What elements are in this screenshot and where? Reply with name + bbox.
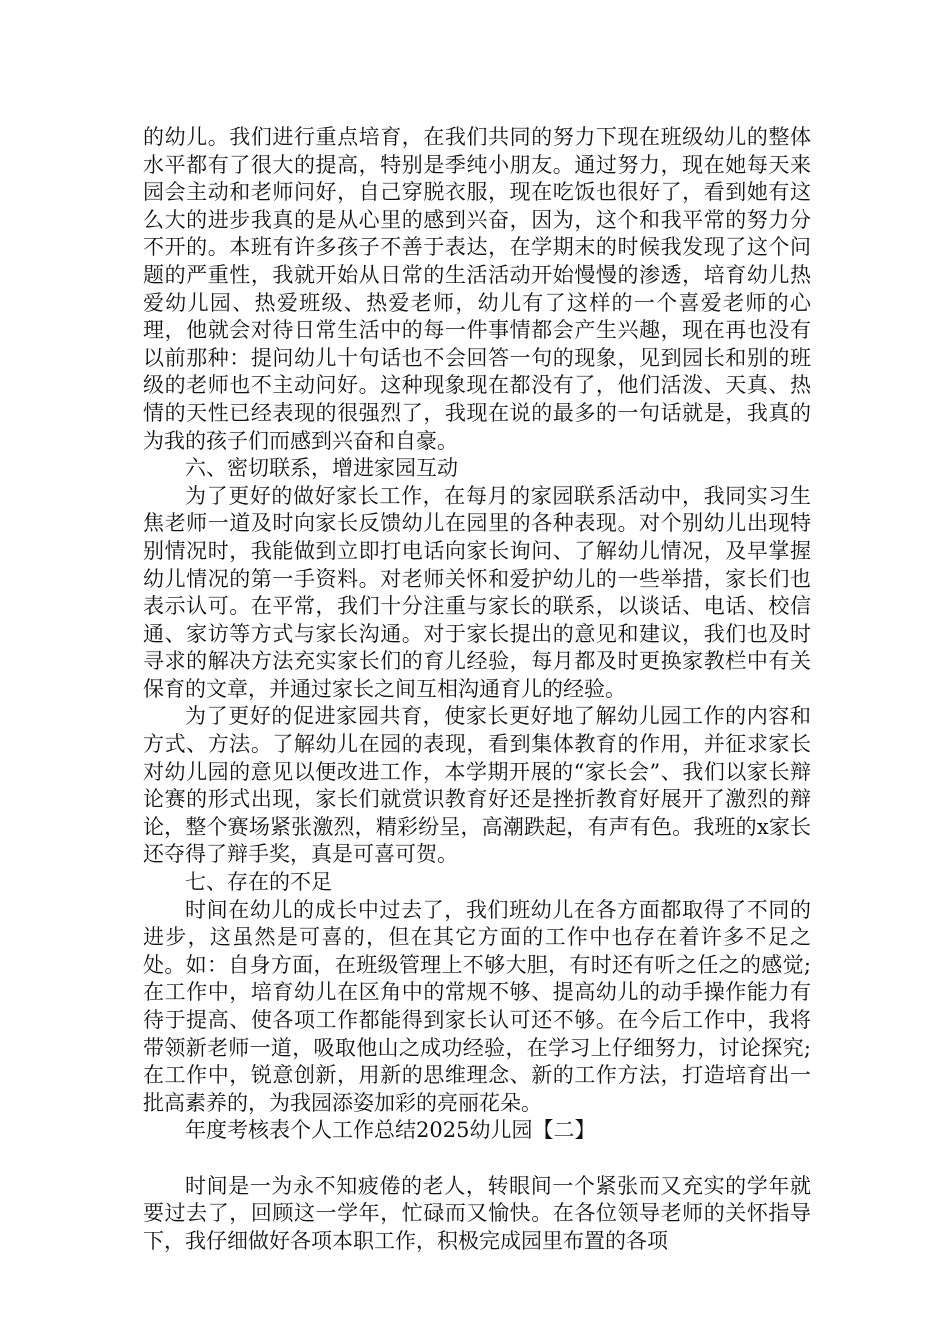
paragraph-year-review: 时间是一为永不知疲倦的老人，转眼间一个紧张而又充实的学年就要过去了，回顾这一学年，忙碌而又愉快。在各位领导老师的关怀指导下，我仔细做好各项本职工作，积极完成园里布置的各项	[143, 1173, 811, 1253]
document-body	[143, 124, 811, 1255]
section-heading-seven: 七、存在的不足	[185, 870, 332, 895]
paragraph-parent-meeting: 为了更好的促进家园共育，使家长更好地了解幼儿园工作的内容和方式、方法。了解幼儿在园的表现，看到集体教育的作用，并征求家长对幼儿园的意见以便改进工作，本学期开展的“家长会”、我们以家长辩论赛的形式出现，家长们就赏识教育好还是挫折教育好展开了激烈的辩论，整个赛场紧张激烈，精彩纷呈，高潮跌起，有声有色。我班的x家长还夺得了辩手奖，真是可喜可贺。	[143, 704, 811, 867]
paragraph-continued: 的幼儿。我们进行重点培育，在我们共同的努力下现在班级幼儿的整体水平都有了很大的提高，特别是季纯小朋友。通过努力，现在她每天来园会主动和老师问好，自己穿脱衣服，现在吃饭也很好了，看到她有这么大的进步我真的是从心里的感到兴奋，因为，这个和我平常的努力分不开的。本班有许多孩子不善于表达，在学期末的时候我发现了这个问题的严重性，我就开始从日常的生活活动开始慢慢的渗透，培育幼儿热爱幼儿园、热爱班级、热爱老师，幼儿有了这样的一个喜爱老师的心理，他就会对待日常生活中的每一件事情都会产生兴趣，现在再也没有以前那种：提问幼儿十句话也不会回答一句的现象，见到园长和别的班级的老师也不主动问好。这种现象现在都没有了，他们活泼、天真、热情的天性已经表现的很强烈了，我现在说的最多的一句话就是，我真的为我的孩子们而感到兴奋和自豪。	[143, 125, 811, 453]
paragraph-shortcomings: 时间在幼儿的成长中过去了，我们班幼儿在各方面都取得了不同的进步，这虽然是可喜的，但在其它方面的工作中也存在着许多不足之处。如：自身方面，在班级管理上不够大胆，有时还有听之任之的感觉;在工作中，培育幼儿在区角中的常规不够、提高幼儿的动手操作能力有待于提高、使各项工作都能得到家长认可还不够。在今后工作中，我将带领新老师一道，吸取他山之成功经验，在学习上仔细努力，讨论探究;在工作中，锐意创新，用新的思维理念、新的工作方法，打造培育出一批高素养的，为我园添姿加彩的亮丽花朵。	[143, 897, 811, 1115]
document-subtitle: 年度考核表个人工作总结2025幼儿园【二】	[185, 1118, 596, 1143]
section-heading-six: 六、密切联系，增进家园互动	[185, 456, 458, 481]
paragraph-family-contact: 为了更好的做好家长工作，在每月的家园联系活动中，我同实习生焦老师一道及时向家长反馈幼儿在园里的各种表现。对个别幼儿出现特别情况时，我能做到立即打电话向家长询问、了解幼儿情况，及早掌握幼儿情况的第一手资料。对老师关怀和爱护幼儿的一些举措，家长们也表示认可。在平常，我们十分注重与家长的联系，以谈话、电话、校信通、家访等方式与家长沟通。对于家长提出的意见和建议，我们也及时寻求的解决方法充实家长们的育儿经验，每月都及时更换家教栏中有关保育的文章，并通过家长之间互相沟通育儿的经验。	[143, 483, 811, 701]
